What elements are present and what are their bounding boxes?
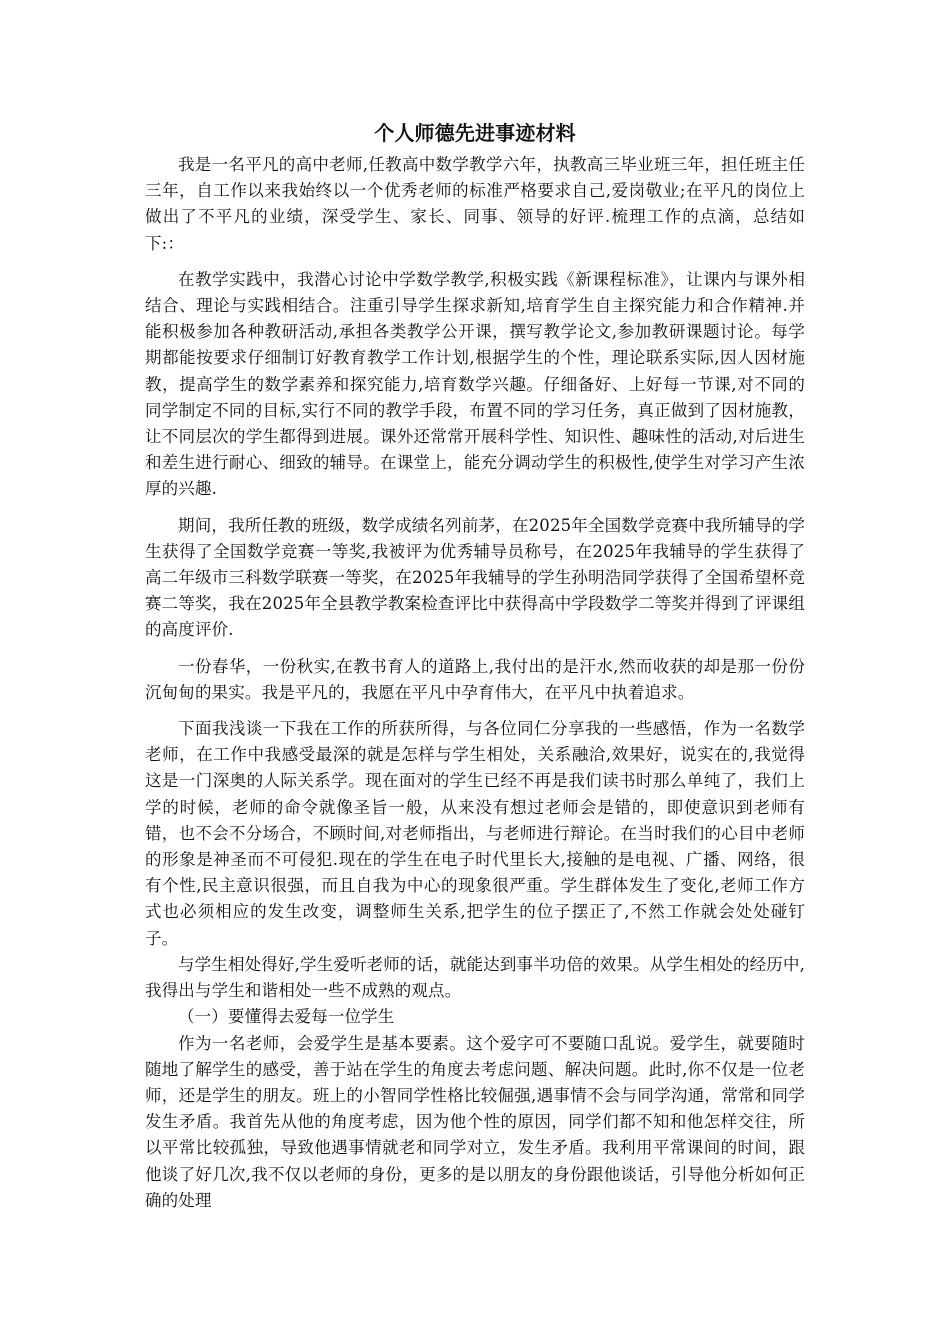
love-students-paragraph: 作为一名老师，会爱学生是基本要素。这个爱字可不要随口乱说。爱学生，就要随时随地了解学生的感受，善于站在学生的角度去考虑问题、解决问题。此时,你不仅是一位老师，还是学生的朋友。班上的小智同学性格比较倔强,遇事情不会与同学沟通，常常和同学发生矛盾。我首先从他的角度考虑，因为他个性的原因，同学们都不知和他怎样交往，所以平常比较孤独，导致他遇事情就老和同学对立，发生矛盾。我利用平常课间的时间，跟他谈了好几次,我不仅以老师的身份，更多的是以朋友的身份跟他谈话，引导他分析如何正确的处理 <box>145 1033 805 1210</box>
document-page <box>145 118 805 1214</box>
teaching-practice-paragraph: 在教学实践中，我潜心讨论中学数学教学,积极实践《新课程标准》，让课内与课外相结合、理论与实践相结合。注重引导学生探求新知,培育学生自主探究能力和合作精神.并能积极参加各种教研活动,承担各类教学公开课，撰写教学论文,参加教研课题讨论。每学期都能按要求仔细制订好教育教学工作计划,根据学生的个性，理论联系实际,因人因材施教，提高学生的数学素养和探究能力,培育数学兴趣。仔细备好、上好每一节课,对不同的同学制定不同的目标,实行不同的教学手段，布置不同的学习任务，真正做到了因材施教，让不同层次的学生都得到进展。课外还常常开展科学性、知识性、趣味性的活动,对后进生和差生进行耐心、细致的辅导。在课堂上，能充分调动学生的积极性,使学生对学习产生浓厚的兴趣. <box>145 269 805 499</box>
achievements-paragraph: 期间，我所任教的班级，数学成绩名列前茅，在2025年全国数学竞赛中我所辅导的学生获得了全国数学竞赛一等奖,我被评为优秀辅导员称号，在2025年我辅导的学生获得了高二年级市三科数学联赛一等奖，在2025年我辅导的学生孙明浩同学获得了全国希望杯竞赛二等奖，我在2025年全县教学教案检查评比中获得高中学段数学二等奖并得到了评课组的高度评价. <box>145 515 805 640</box>
intro-paragraph: 我是一名平凡的高中老师,任教高中数学教学六年，执教高三毕业班三年，担任班主任三年，自工作以来我始终以一个优秀老师的标准严格要求自己,爱岗敬业;在平凡的岗位上做出了不平凡的业绩，深受学生、家长、同事、领导的好评.梳理工作的点滴，总结如下:： <box>145 155 805 253</box>
document-title: 个人师德先进事迹材料 <box>374 121 576 145</box>
relationship-paragraph: 与学生相处得好,学生爱听老师的话，就能达到事半功倍的效果。从学生相处的经历中,我得出与学生和谐相处一些不成熟的观点。 <box>145 954 805 1001</box>
section-heading: （一）要懂得去爱每一位学生 <box>178 1007 395 1027</box>
reflection-paragraph: 下面我浅谈一下我在工作的所获所得，与各位同仁分享我的一些感悟，作为一名数学老师，在工作中我感受最深的就是怎样与学生相处，关系融洽,效果好，说实在的,我觉得这是一门深奥的人际关系学。现在面对的学生已经不再是我们读书时那么单纯了，我们上学的时候，老师的命令就像圣旨一般，从来没有想过老师会是错的，即使意识到老师有错，也不会不分场合，不顾时间,对老师指出，与老师进行辩论。在当时我们的心目中老师的形象是神圣而不可侵犯.现在的学生在电子时代里长大,接触的是电视、广播、网络，很有个性,民主意识很强，而且自我为中心的现象很严重。学生群体发生了变化,老师工作方式也必须相应的发生改变，调整师生关系,把学生的位子摆正了,不然工作就会处处碰钉子。 <box>145 719 805 948</box>
harvest-paragraph: 一份春华，一份秋实,在教书育人的道路上,我付出的是汗水,然而收获的却是那一份份沉甸甸的果实。我是平凡的，我愿在平凡中孕育伟大，在平凡中执着追求。 <box>145 656 805 702</box>
